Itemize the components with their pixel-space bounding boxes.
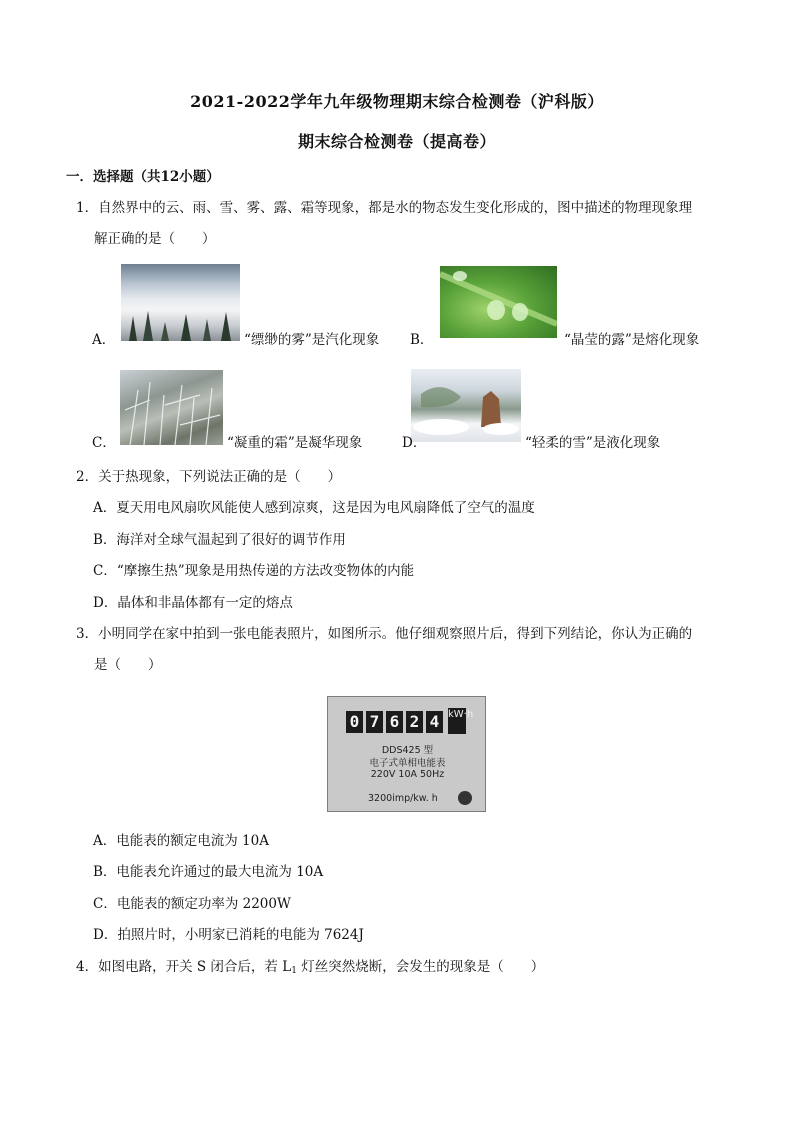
meter-reading: [346, 711, 443, 733]
q2-option-a: A．夏天用电风扇吹风能使人感到凉爽，这是因为电风扇降低了空气的温度: [93, 500, 535, 516]
q3-option-b: B．电能表允许通过的最大电流为 10A: [93, 864, 324, 880]
meter-constant: 3200imp/kw. h: [368, 793, 438, 804]
q1-option-c-text: “凝重的霜”是凝华现象: [227, 435, 363, 451]
q2-option-d: D．晶体和非晶体都有一定的熔点: [93, 595, 293, 611]
q2-option-c: C．“摩擦生热”现象是用热传递的方法改变物体的内能: [93, 563, 415, 579]
q1-option-d-text: “轻柔的雪”是液化现象: [525, 435, 661, 451]
meter-model: DDS425 型: [381, 745, 434, 756]
meter-digit: 2: [406, 711, 423, 733]
q3-stem-line1: 3．小明同学在家中拍到一张电能表照片，如图所示。他仔细观察照片后，得到下列结论，你认为正确的: [76, 626, 693, 642]
q1-option-a-text: “缥缈的雾”是汽化现象: [244, 332, 380, 348]
fog-image: [121, 264, 240, 341]
meter-digit: 7: [366, 711, 383, 733]
q1-option-b-label: B．: [410, 332, 434, 348]
q4-stem-post: 灯丝突然烧断，会发生的现象是（ ）: [296, 959, 545, 975]
tree-silhouettes: [121, 264, 240, 341]
q3-stem-line2: 是（ ）: [94, 657, 162, 673]
snowy-rock: [411, 369, 521, 442]
q2-stem: 2．关于热现象，下列说法正确的是（ ）: [76, 469, 342, 485]
snow-image: [411, 369, 521, 442]
meter-rating: 220V 10A 50Hz: [370, 769, 445, 780]
meter-digit: 0: [346, 711, 363, 733]
dew-image: [440, 266, 557, 338]
frost-image: [120, 370, 223, 445]
page-title: 2021-2022学年九年级物理期末综合检测卷（沪科版）: [190, 92, 604, 111]
meter-digit: 6: [386, 711, 403, 733]
q1-stem-line1: 1．自然界中的云、雨、雪、雾、露、霜等现象，都是水的物态发生变化形成的，图中描述的物理现象理: [76, 200, 693, 216]
q4-stem: [76, 958, 544, 980]
q3-option-a: A．电能表的额定电流为 10A: [93, 833, 269, 849]
section-heading: 一．选择题（共12小题）: [66, 169, 220, 185]
meter-type: 电子式单相电能表: [369, 758, 446, 769]
q1-option-b-text: “晶莹的露”是熔化现象: [564, 332, 700, 348]
meter-digit: 4: [426, 711, 443, 733]
q3-option-d: D．拍照片时，小明家已消耗的电能为 7624J: [93, 927, 364, 943]
q2-option-b: B．海洋对全球气温起到了很好的调节作用: [93, 532, 346, 548]
page-subtitle: 期末综合检测卷（提高卷）: [297, 132, 496, 151]
q3-option-c: C．电能表的额定功率为 2200W: [93, 896, 291, 912]
frosted-plants: [120, 370, 223, 445]
pulse-led-icon: [458, 791, 472, 805]
q1-option-d-label: D．: [402, 435, 427, 451]
q1-stem-line2: 解正确的是（ ）: [94, 231, 216, 247]
q1-option-a-label: A．: [92, 332, 116, 348]
q4-stem-pre: 4．如图电路，开关 S 闭合后，若 L: [76, 959, 292, 975]
dew-drops: [440, 266, 557, 338]
meter-unit: kW·h: [448, 708, 466, 734]
q4-stem-sub: 1: [291, 966, 297, 976]
q1-option-c-label: C．: [92, 435, 116, 451]
electricity-meter-photo: [327, 696, 486, 812]
